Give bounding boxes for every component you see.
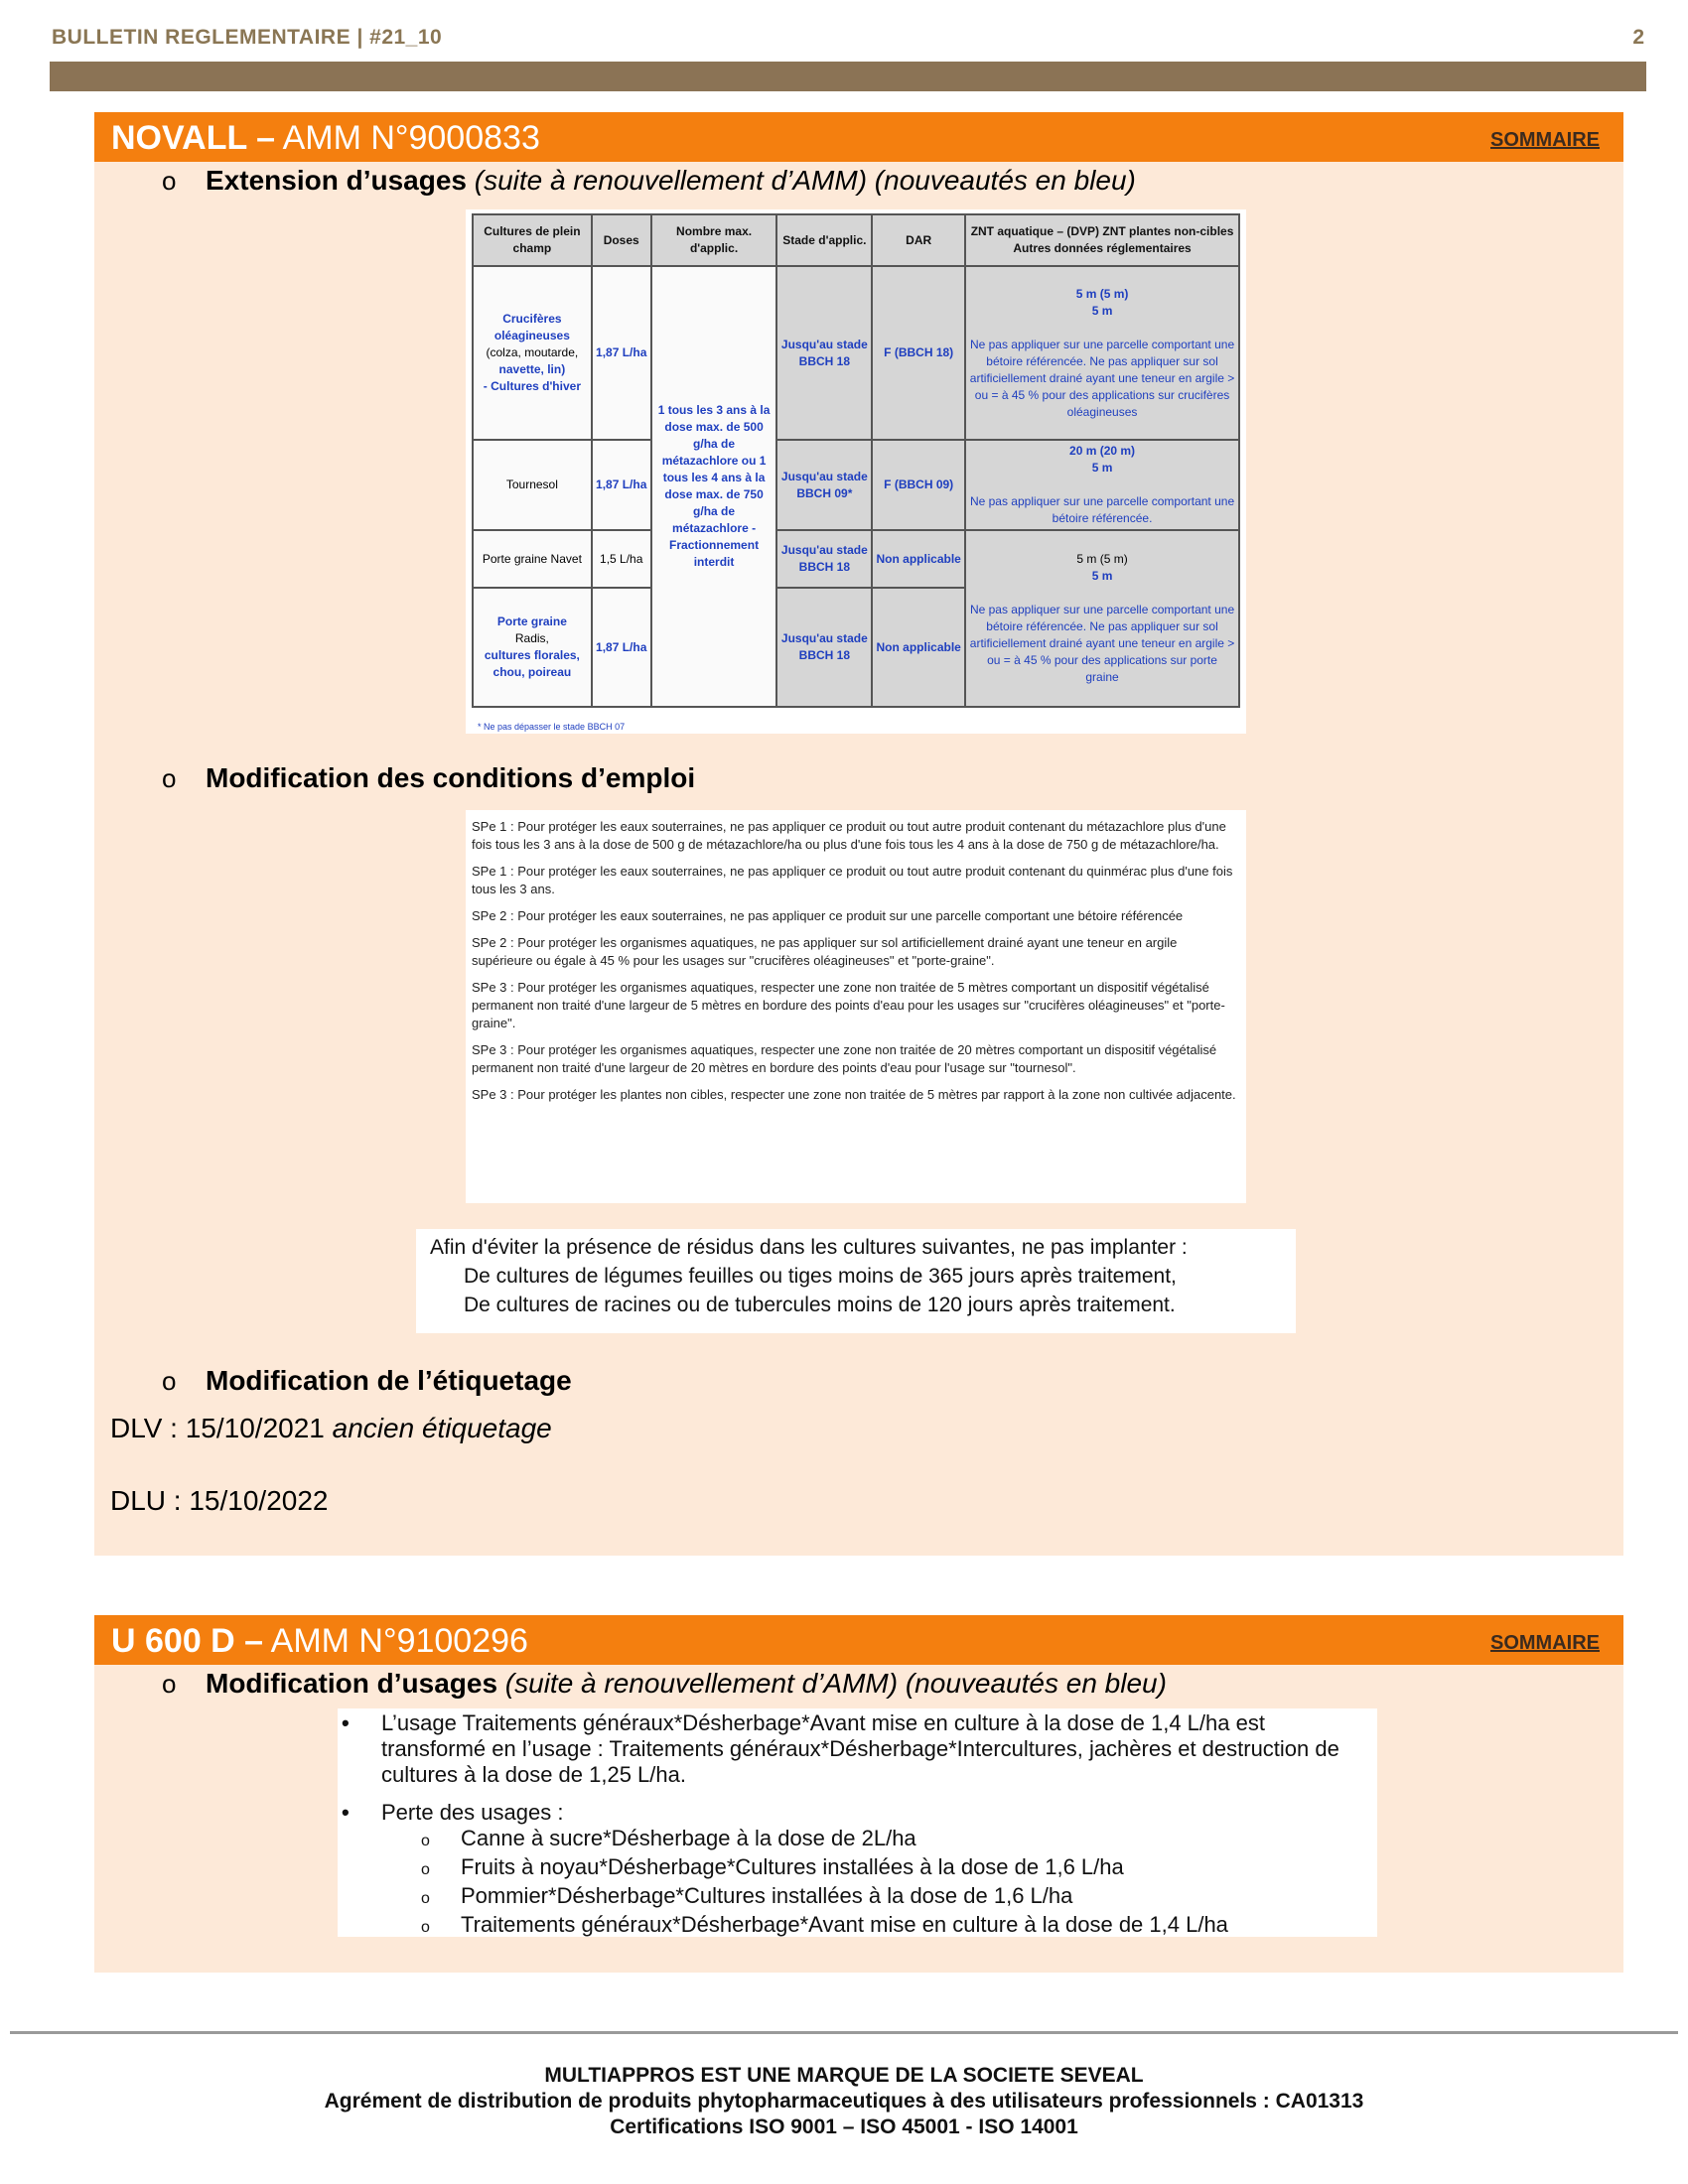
novall-title xyxy=(111,119,540,158)
usage-item: • L’usage Traitements généraux*Désherbage*Avant mise en culture à la dose de 1,4 L/ha est transformé en l’usage : Traitements généraux*Désherbage*Intercultures, jachères et destruction de cultures à la dose de 1,25 L/ha. xyxy=(342,1710,1339,1787)
th-doses: Doses xyxy=(592,214,651,266)
spe-line: SPe 1 : Pour protéger les eaux souterraines, ne pas appliquer ce produit ou tout autre produit contenant du métazachlore plus d'une fois tous les 3 ans à la dose de 500 g de métazachlore/ha ou plus d'une fois tous les 4 ans à la dose de 750 g de métazachlore/ha. xyxy=(472,819,1226,852)
footer-line-1: MULTIAPPROS EST UNE MARQUE DE LA SOCIETE SEVEAL xyxy=(544,2064,1144,2087)
residus-intro: Afin d'éviter la présence de résidus dans les cultures suivantes, ne pas implanter : xyxy=(430,1236,1188,1259)
th-dar: DAR xyxy=(872,214,965,266)
circle-bullet-icon: o xyxy=(421,1890,430,1907)
spe-line: SPe 3 : Pour protéger les plantes non cibles, respecter une zone non traitée de 5 mètres par rapport à la zone non cultivée adjacente. xyxy=(472,1087,1236,1102)
r2-culture: Tournesol xyxy=(473,440,592,530)
r1-znt: 5 m (5 m) 5 m Ne pas appliquer sur une parcelle comportant une bétoire référencée. Ne pas appliquer sur sol artificiellement drainé ayant une teneur en argile > ou = à 45 % pour des applications sur crucifères oléagineuses xyxy=(965,266,1239,440)
r4-stade: Jusqu'au stade BBCH 18 xyxy=(776,588,872,707)
usage-subitem: o Canne à sucre*Désherbage à la dose de 2L/ha xyxy=(342,1826,1367,1854)
r3-dar: Non applicable xyxy=(872,530,965,588)
bulletin-title: BULLETIN REGLEMENTAIRE | #21_10 xyxy=(52,26,443,49)
usage-subitem: o Fruits à noyau*Désherbage*Cultures installées à la dose de 1,6 L/ha xyxy=(342,1854,1367,1883)
bullet-bold: Modification d’usages xyxy=(206,1668,498,1699)
page-number: 2 xyxy=(1632,26,1644,49)
r2-stade: Jusqu'au stade BBCH 09* xyxy=(776,440,872,530)
bullet-dot-icon: • xyxy=(342,1710,350,1735)
circle-bullet-icon: o xyxy=(421,1833,430,1849)
nb-max-cell: 1 tous les 3 ans à la dose max. de 500 g/ha de métazachlore ou 1 tous les 4 ans à la dose max. de 750 g/ha de métazachlore - Fractionnement interdit xyxy=(651,266,777,707)
circle-bullet-icon: o xyxy=(162,166,177,196)
r2-znt: 20 m (20 m) 5 m Ne pas appliquer sur une parcelle comportant une bétoire référencée. xyxy=(965,440,1239,530)
spe-line: SPe 3 : Pour protéger les organismes aquatiques, respecter une zone non traitée de 20 mètres comportant un dispositif végétalisé permanent non traité d'une largeur de 20 mètres en bordure des points d'eau pour l'usage sur "tournesol". xyxy=(472,1042,1217,1075)
header-bar xyxy=(50,62,1646,91)
circle-bullet-icon: o xyxy=(162,1669,177,1699)
spe-line: SPe 1 : Pour protéger les eaux souterraines, ne pas appliquer ce produit ou tout autre produit contenant du quinmérac plus d'une fois tous les 3 ans. xyxy=(472,864,1233,896)
bullet-bold: Modification des conditions d’emploi xyxy=(206,762,696,793)
circle-bullet-icon: o xyxy=(421,1919,430,1936)
bullet-bold: Modification de l’étiquetage xyxy=(206,1365,572,1396)
bullet-italic: (suite à renouvellement d’AMM) (nouveautés en bleu) xyxy=(466,165,1136,196)
u600-usage-panel xyxy=(338,1708,1377,1937)
u600-name: U 600 D – xyxy=(111,1622,264,1660)
circle-bullet-icon: o xyxy=(162,763,177,793)
r1-stade: Jusqu'au stade BBCH 18 xyxy=(776,266,872,440)
sommaire-link[interactable]: SOMMAIRE xyxy=(1490,129,1600,151)
usage-subitem: o Traitements généraux*Désherbage*Avant mise en culture à la dose de 1,4 L/ha xyxy=(342,1912,1367,1941)
usage-table-panel xyxy=(466,209,1246,734)
th-znt: ZNT aquatique – (DVP) ZNT plantes non-cibles Autres données réglementaires xyxy=(965,214,1239,266)
usage-subitem: o Pommier*Désherbage*Cultures installées à la dose de 1,6 L/ha xyxy=(342,1883,1367,1912)
spe-line: SPe 2 : Pour protéger les eaux souterraines, ne pas appliquer ce produit sur une parcelle comportant une bétoire référencée xyxy=(472,908,1184,923)
bullet-conditions-emploi xyxy=(162,762,695,794)
usage-table xyxy=(472,213,1240,708)
circle-bullet-icon: o xyxy=(421,1861,430,1878)
residus-item: De cultures de racines ou de tubercules moins de 120 jours après traitement. xyxy=(464,1294,1176,1316)
spe-panel xyxy=(466,810,1246,1203)
footer xyxy=(0,2063,1688,2140)
r1-dose: 1,87 L/ha xyxy=(592,266,651,440)
r4-dar: Non applicable xyxy=(872,588,965,707)
r34-znt: 5 m (5 m) 5 m Ne pas appliquer sur une parcelle comportant une bétoire référencée. Ne pas appliquer sur sol artificiellement drainé ayant une teneur en argile > ou = à 45 % pour des applications sur porte graine xyxy=(965,530,1239,707)
bullet-etiquetage xyxy=(162,1365,572,1397)
novall-name: NOVALL – xyxy=(111,119,275,157)
r1-culture: Crucifères oléagineuses (colza, moutarde, navette, lin) - Cultures d'hiver xyxy=(473,266,592,440)
r1-dar: F (BBCH 18) xyxy=(872,266,965,440)
bullet-modification-usages xyxy=(162,1668,1167,1700)
footer-line-3: Certifications ISO 9001 – ISO 45001 - ISO 14001 xyxy=(610,2116,1078,2138)
r3-culture: Porte graine Navet xyxy=(473,530,592,588)
novall-amm: AMM N°9000833 xyxy=(275,119,540,157)
u600-section xyxy=(94,1615,1623,1973)
footer-line-2: Agrément de distribution de produits phytopharmaceutiques à des utilisateurs professionnels : CA01313 xyxy=(324,2090,1364,2113)
dlv-line xyxy=(110,1413,552,1444)
residus-panel xyxy=(416,1229,1296,1333)
r4-culture: Porte graine Radis, cultures florales, chou, poireau xyxy=(473,588,592,707)
th-nb-max: Nombre max. d'applic. xyxy=(651,214,777,266)
usage-item: • Perte des usages : xyxy=(342,1800,564,1825)
bullet-dot-icon: • xyxy=(342,1800,350,1825)
u600-title xyxy=(111,1622,528,1661)
bullet-extension-usages xyxy=(162,165,1136,197)
th-cultures: Cultures de plein champ xyxy=(473,214,592,266)
r3-stade: Jusqu'au stade BBCH 18 xyxy=(776,530,872,588)
r2-dose: 1,87 L/ha xyxy=(592,440,651,530)
dlu-line: DLU : 15/10/2022 xyxy=(110,1485,329,1516)
residus-item: De cultures de légumes feuilles ou tiges moins de 365 jours après traitement, xyxy=(464,1265,1177,1288)
spe-line: SPe 2 : Pour protéger les organismes aquatiques, ne pas appliquer sur sol artificiellement drainé ayant une teneur en argile supérieure ou égale à 45 % pour les usages sur "crucifères oléagineuses" et "porte-graine". xyxy=(472,935,1178,968)
table-footnote: * Ne pas dépasser le stade BBCH 07 xyxy=(478,722,626,732)
r3-dose: 1,5 L/ha xyxy=(592,530,651,588)
bullet-bold: Extension d’usages xyxy=(206,165,467,196)
spe-line: SPe 3 : Pour protéger les organismes aquatiques, respecter une zone non traitée de 5 mètres comportant un dispositif végétalisé permanent non traité d'une largeur de 5 mètres en bordure des points d'eau pour les usages sur "crucifères oléagineuses" et "porte-graine". xyxy=(472,980,1225,1030)
dlv-label: DLV : 15/10/2021 xyxy=(110,1413,325,1443)
r4-dose: 1,87 L/ha xyxy=(592,588,651,707)
u600-amm: AMM N°9100296 xyxy=(263,1622,528,1660)
bullet-italic: (suite à renouvellement d’AMM) (nouveautés en bleu) xyxy=(497,1668,1167,1699)
circle-bullet-icon: o xyxy=(162,1366,177,1396)
sommaire-link[interactable]: SOMMAIRE xyxy=(1490,1632,1600,1654)
footer-divider xyxy=(10,2031,1678,2034)
u600-header xyxy=(94,1615,1623,1665)
r2-dar: F (BBCH 09) xyxy=(872,440,965,530)
dlv-italic: ancien étiquetage xyxy=(324,1413,552,1443)
novall-header xyxy=(94,112,1623,162)
novall-section xyxy=(94,112,1623,1556)
th-stade: Stade d'applic. xyxy=(776,214,872,266)
